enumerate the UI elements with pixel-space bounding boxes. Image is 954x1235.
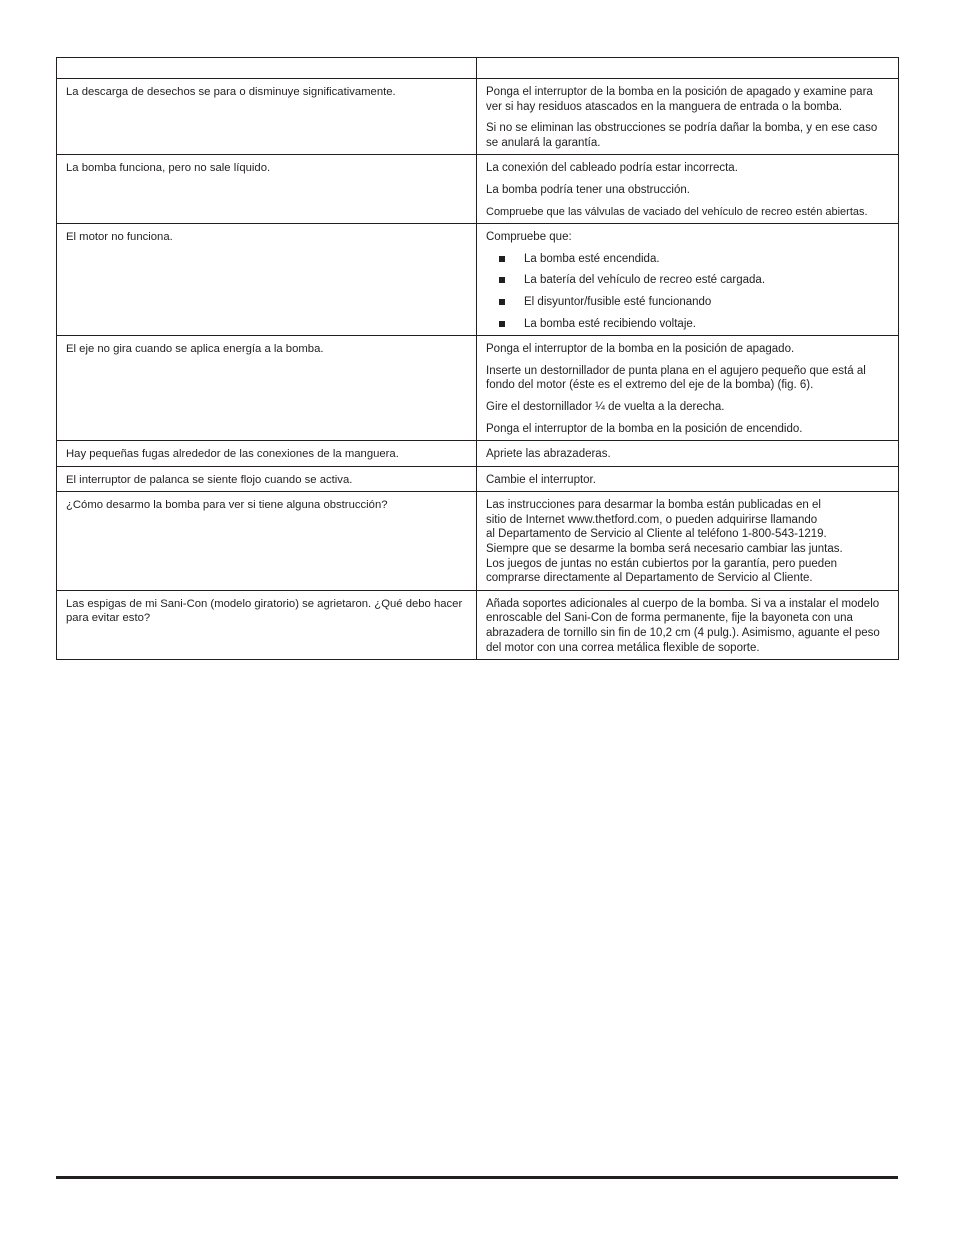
- table-row: [57, 441, 899, 467]
- solution-text: Apriete las abrazaderas.: [486, 448, 611, 461]
- solution-line: Las instrucciones para desarmar la bomba están publicadas en el: [486, 499, 821, 512]
- troubleshooting-table: [56, 57, 899, 660]
- solution-cell: [477, 492, 899, 591]
- solution-text: Inserte un destornillador de punta plana en el agujero pequeño que está al fondo del motor (éste es el extremo del eje de la bomba) (fig. 6).: [486, 364, 866, 392]
- solution-text: La bomba podría tener una obstrucción.: [486, 183, 690, 196]
- problem-cell: El interruptor de palanca se siente flojo cuando se activa.: [57, 466, 477, 492]
- solution-text: Compruebe que las válvulas de vaciado del vehículo de recreo estén abiertas.: [486, 205, 868, 218]
- solution-text: Gire el destornillador ¼ de vuelta a la derecha.: [486, 400, 725, 413]
- solution-text: Si no se eliminan las obstrucciones se podría dañar la bomba, y en ese caso se anulará la garantía.: [486, 122, 878, 149]
- solution-line: Siempre que se desarme la bomba será necesario cambiar las juntas.: [486, 543, 843, 556]
- solution-text: Ponga el interruptor de la bomba en la posición de apagado.: [486, 343, 795, 356]
- solution-line: Los juegos de juntas no están cubiertos por la garantía, pero pueden: [486, 557, 837, 570]
- solution-cell: [477, 79, 899, 155]
- header-solution: [477, 58, 899, 79]
- solution-cell: [477, 155, 899, 224]
- solution-cell: [477, 466, 899, 492]
- solution-text: Añada soportes adicionales al cuerpo de la bomba. Si va a instalar el modelo enroscable del Sani-Con de forma permanente, fije la bayoneta con una abrazadera de tornillo sin fin de 10,2 cm (4 pulg.). Asimismo, aguante el peso del motor con una correa metálica flexible de soporte.: [486, 597, 880, 654]
- problem-cell: Las espigas de mi Sani-Con (modelo giratorio) se agrietaron. ¿Qué debo hacer para evitar esto?: [57, 590, 477, 659]
- check-list: [486, 252, 889, 331]
- table-header-row: [57, 58, 899, 79]
- problem-cell: Hay pequeñas fugas alrededor de las conexiones de la manguera.: [57, 441, 477, 467]
- problem-cell: La bomba funciona, pero no sale líquido.: [57, 155, 477, 224]
- footer-divider: [56, 1176, 898, 1179]
- problem-cell: La descarga de desechos se para o disminuye significativamente.: [57, 79, 477, 155]
- solution-line: comprarse directamente al Departamento de Servicio al Cliente.: [486, 572, 813, 585]
- problem-cell: El motor no funciona.: [57, 224, 477, 336]
- table-row: [57, 466, 899, 492]
- list-item-text: El disyuntor/fusible esté funcionando: [524, 295, 712, 308]
- solution-line: al Departamento de Servicio al Cliente al teléfono 1-800-543-1219.: [486, 528, 827, 541]
- square-bullet-icon: [499, 277, 505, 283]
- problem-cell: ¿Cómo desarmo la bomba para ver si tiene alguna obstrucción?: [57, 492, 477, 591]
- solution-cell: [477, 224, 899, 336]
- table-row: [57, 336, 899, 441]
- list-item-text: La bomba esté recibiendo voltaje.: [524, 317, 696, 330]
- square-bullet-icon: [499, 321, 505, 327]
- header-problem: [57, 58, 477, 79]
- table-row: [57, 155, 899, 224]
- list-item: [486, 252, 889, 267]
- solution-cell: [477, 336, 899, 441]
- table-row: [57, 590, 899, 659]
- table-row: [57, 79, 899, 155]
- table-row: [57, 224, 899, 336]
- problem-cell: El eje no gira cuando se aplica energía a la bomba.: [57, 336, 477, 441]
- solution-text: Compruebe que:: [486, 231, 572, 244]
- list-item: [486, 295, 889, 310]
- square-bullet-icon: [499, 256, 505, 262]
- solution-text: La conexión del cableado podría estar incorrecta.: [486, 162, 738, 175]
- list-item-text: La bomba esté encendida.: [524, 252, 660, 265]
- table-row: [57, 492, 899, 591]
- list-item: [486, 273, 889, 288]
- solution-text: Cambie el interruptor.: [486, 473, 596, 486]
- solution-text: Ponga el interruptor de la bomba en la posición de apagado y examine para ver si hay residuos atascados en la manguera de entrada o la bomba.: [486, 86, 873, 113]
- solution-cell: [477, 590, 899, 659]
- solution-text: Ponga el interruptor de la bomba en la posición de encendido.: [486, 422, 803, 435]
- solution-cell: [477, 441, 899, 467]
- list-item-text: La batería del vehículo de recreo esté cargada.: [524, 274, 766, 287]
- square-bullet-icon: [499, 299, 505, 305]
- list-item: [486, 317, 889, 332]
- solution-line: sitio de Internet www.thetford.com, o pueden adquirirse llamando: [486, 513, 818, 526]
